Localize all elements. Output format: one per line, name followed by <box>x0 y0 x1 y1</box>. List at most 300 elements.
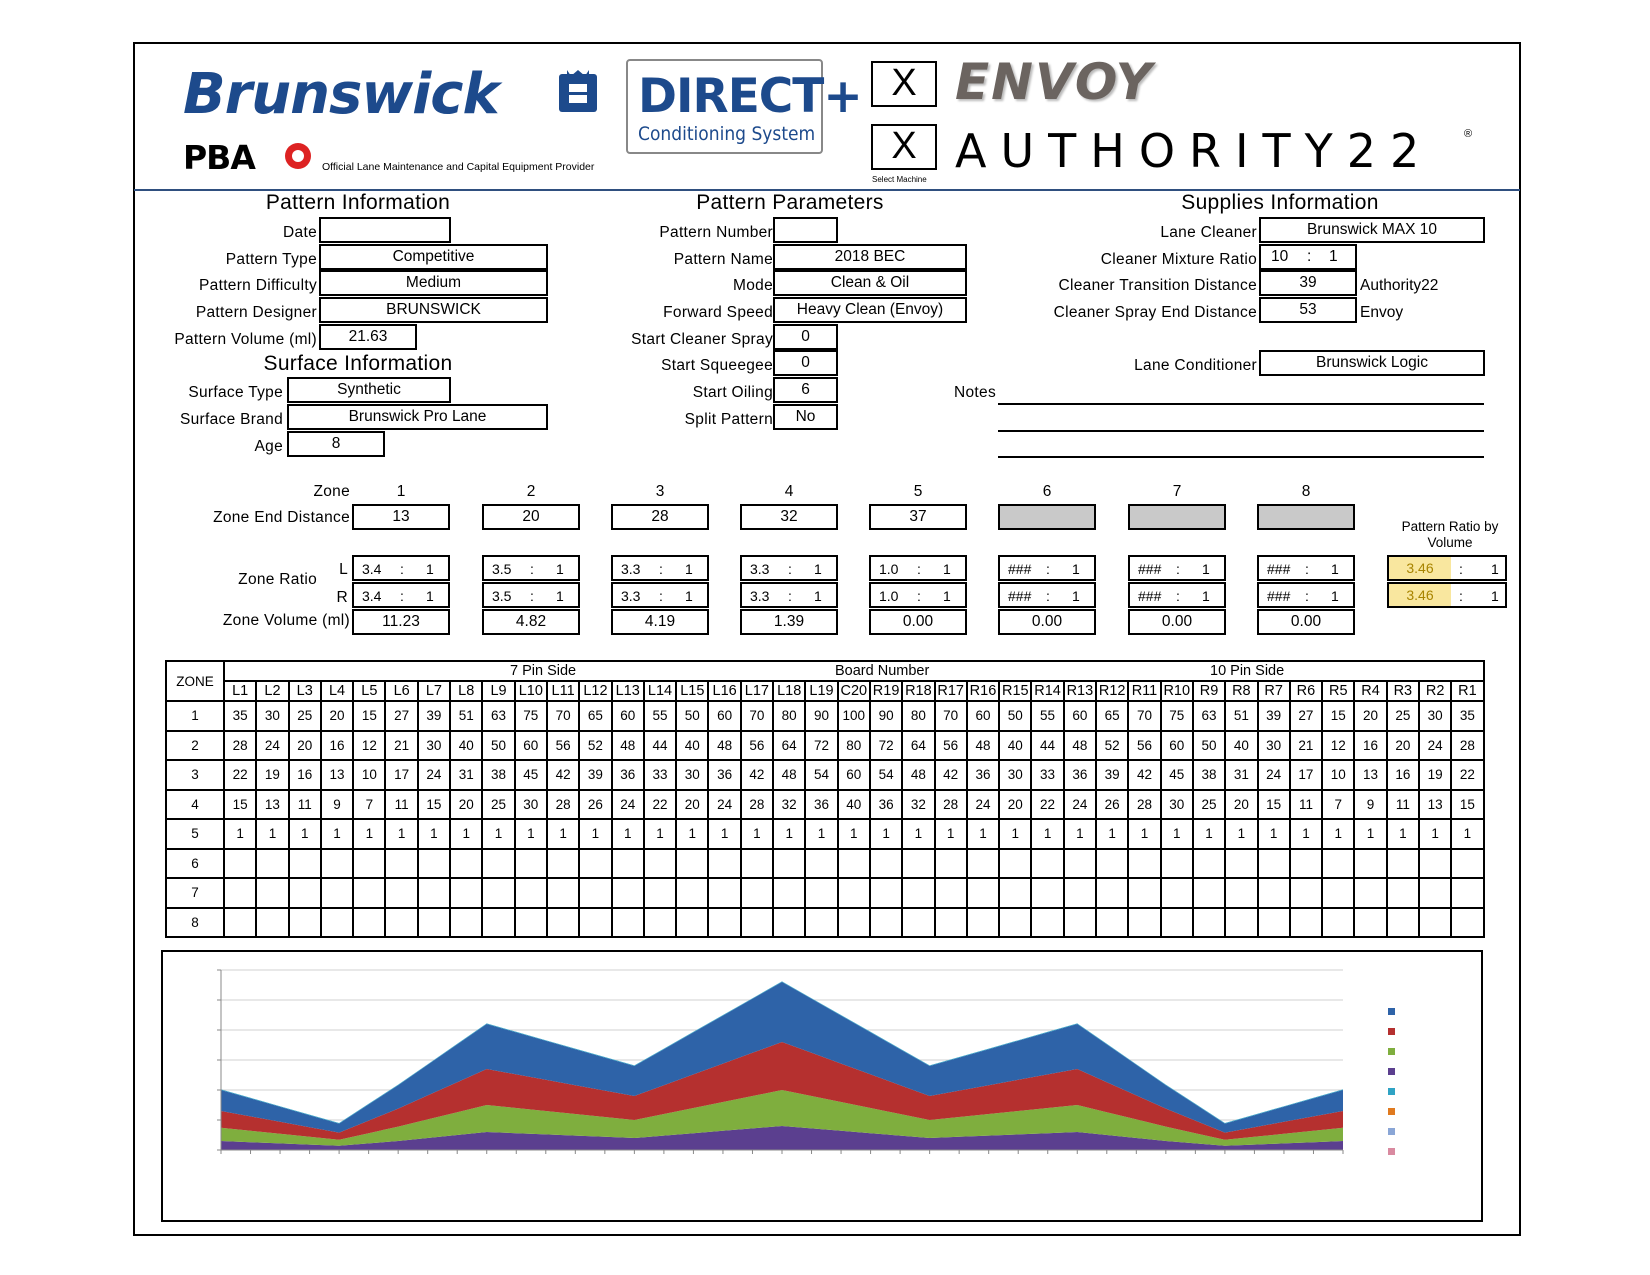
board-value-cell[interactable] <box>773 908 805 938</box>
board-value-cell[interactable]: 22 <box>1031 790 1063 820</box>
board-value-cell[interactable] <box>870 908 902 938</box>
board-value-cell[interactable] <box>644 878 676 908</box>
board-value-cell[interactable] <box>935 849 967 879</box>
forward-speed-field[interactable]: Heavy Clean (Envoy) <box>773 297 967 323</box>
cleaner-mixture-field[interactable] <box>1259 244 1357 270</box>
board-value-cell[interactable]: 22 <box>644 790 676 820</box>
board-value-cell[interactable]: 10 <box>1322 760 1354 790</box>
board-value-cell[interactable] <box>1451 908 1483 938</box>
board-value-cell[interactable] <box>418 849 450 879</box>
board-value-cell[interactable]: 50 <box>676 701 708 731</box>
board-value-cell[interactable]: 1 <box>708 819 740 849</box>
board-value-cell[interactable]: 60 <box>612 701 644 731</box>
start-squeegee-field[interactable]: 0 <box>773 350 838 376</box>
board-value-cell[interactable] <box>579 849 611 879</box>
board-value-cell[interactable]: 60 <box>967 701 999 731</box>
age-field[interactable]: 8 <box>287 431 385 457</box>
board-value-cell[interactable]: 64 <box>773 731 805 761</box>
board-value-cell[interactable]: 32 <box>773 790 805 820</box>
board-value-cell[interactable] <box>515 878 547 908</box>
board-value-cell[interactable] <box>1419 908 1451 938</box>
cleaner-spray-end-field[interactable]: 53 <box>1259 297 1357 323</box>
board-value-cell[interactable] <box>1225 849 1257 879</box>
board-value-cell[interactable]: 50 <box>999 701 1031 731</box>
board-value-cell[interactable] <box>289 849 321 879</box>
board-value-cell[interactable]: 30 <box>1258 731 1290 761</box>
lane-cleaner-field[interactable]: Brunswick MAX 10 <box>1259 217 1485 243</box>
board-value-cell[interactable] <box>935 878 967 908</box>
board-value-cell[interactable]: 75 <box>1161 701 1193 731</box>
board-value-cell[interactable] <box>450 878 482 908</box>
board-value-cell[interactable] <box>547 908 579 938</box>
board-value-cell[interactable]: 52 <box>579 731 611 761</box>
board-value-cell[interactable]: 36 <box>967 760 999 790</box>
board-value-cell[interactable] <box>1419 878 1451 908</box>
board-value-cell[interactable] <box>1064 908 1096 938</box>
board-value-cell[interactable] <box>224 849 256 879</box>
board-value-cell[interactable]: 31 <box>1225 760 1257 790</box>
board-value-cell[interactable] <box>773 849 805 879</box>
board-value-cell[interactable] <box>967 878 999 908</box>
board-value-cell[interactable]: 33 <box>644 760 676 790</box>
board-value-cell[interactable]: 80 <box>902 701 934 731</box>
board-value-cell[interactable] <box>999 878 1031 908</box>
board-value-cell[interactable] <box>612 878 644 908</box>
board-value-cell[interactable] <box>1096 849 1128 879</box>
board-value-cell[interactable] <box>515 849 547 879</box>
board-value-cell[interactable] <box>805 908 837 938</box>
board-value-cell[interactable]: 1 <box>579 819 611 849</box>
board-value-cell[interactable]: 70 <box>935 701 967 731</box>
notes-line-1[interactable] <box>998 403 1484 405</box>
board-value-cell[interactable]: 24 <box>708 790 740 820</box>
board-value-cell[interactable]: 12 <box>353 731 385 761</box>
board-value-cell[interactable]: 50 <box>482 731 514 761</box>
board-value-cell[interactable]: 80 <box>773 701 805 731</box>
board-value-cell[interactable]: 35 <box>1451 701 1483 731</box>
board-value-cell[interactable] <box>999 908 1031 938</box>
board-value-cell[interactable]: 90 <box>805 701 837 731</box>
board-value-cell[interactable]: 24 <box>1419 731 1451 761</box>
board-value-cell[interactable]: 60 <box>1161 731 1193 761</box>
pattern-designer-field[interactable]: BRUNSWICK <box>319 297 548 323</box>
board-value-cell[interactable]: 11 <box>1290 790 1322 820</box>
board-value-cell[interactable]: 21 <box>1290 731 1322 761</box>
zone-end-distance-field[interactable] <box>1257 504 1355 530</box>
board-value-cell[interactable] <box>644 849 676 879</box>
board-value-cell[interactable]: 39 <box>579 760 611 790</box>
board-value-cell[interactable]: 1 <box>1064 819 1096 849</box>
board-value-cell[interactable]: 1 <box>870 819 902 849</box>
board-value-cell[interactable]: 15 <box>224 790 256 820</box>
board-value-cell[interactable] <box>1290 908 1322 938</box>
board-value-cell[interactable]: 1 <box>1322 819 1354 849</box>
board-value-cell[interactable]: 54 <box>805 760 837 790</box>
board-value-cell[interactable] <box>1419 849 1451 879</box>
board-value-cell[interactable]: 15 <box>418 790 450 820</box>
board-value-cell[interactable]: 42 <box>935 760 967 790</box>
board-value-cell[interactable] <box>1258 849 1290 879</box>
board-value-cell[interactable] <box>741 849 773 879</box>
board-value-cell[interactable]: 1 <box>805 819 837 849</box>
board-value-cell[interactable]: 1 <box>321 819 353 849</box>
board-value-cell[interactable]: 7 <box>353 790 385 820</box>
board-value-cell[interactable]: 1 <box>1387 819 1419 849</box>
board-value-cell[interactable]: 1 <box>1258 819 1290 849</box>
board-value-cell[interactable] <box>1387 878 1419 908</box>
board-value-cell[interactable]: 15 <box>1322 701 1354 731</box>
board-value-cell[interactable]: 1 <box>773 819 805 849</box>
pattern-difficulty-field[interactable]: Medium <box>319 270 548 296</box>
board-value-cell[interactable] <box>1322 878 1354 908</box>
board-value-cell[interactable] <box>1128 878 1160 908</box>
zone-ratio-r-field[interactable] <box>740 582 838 608</box>
board-value-cell[interactable]: 16 <box>1387 760 1419 790</box>
mode-field[interactable]: Clean & Oil <box>773 270 967 296</box>
board-value-cell[interactable]: 63 <box>482 701 514 731</box>
board-value-cell[interactable] <box>1225 878 1257 908</box>
board-value-cell[interactable]: 1 <box>450 819 482 849</box>
zone-end-distance-field[interactable]: 37 <box>869 504 967 530</box>
board-value-cell[interactable]: 60 <box>838 760 870 790</box>
board-value-cell[interactable] <box>1258 878 1290 908</box>
board-value-cell[interactable]: 28 <box>1451 731 1483 761</box>
board-value-cell[interactable] <box>870 878 902 908</box>
board-value-cell[interactable]: 24 <box>1064 790 1096 820</box>
board-value-cell[interactable]: 30 <box>676 760 708 790</box>
board-value-cell[interactable]: 44 <box>1031 731 1063 761</box>
board-value-cell[interactable]: 11 <box>289 790 321 820</box>
board-value-cell[interactable]: 100 <box>838 701 870 731</box>
board-value-cell[interactable]: 16 <box>289 760 321 790</box>
board-value-cell[interactable] <box>708 908 740 938</box>
board-value-cell[interactable] <box>450 908 482 938</box>
board-value-cell[interactable]: 80 <box>838 731 870 761</box>
board-value-cell[interactable]: 40 <box>1225 731 1257 761</box>
board-value-cell[interactable]: 22 <box>1451 760 1483 790</box>
board-value-cell[interactable]: 28 <box>547 790 579 820</box>
board-value-cell[interactable] <box>741 908 773 938</box>
board-value-cell[interactable]: 1 <box>256 819 288 849</box>
board-value-cell[interactable] <box>967 849 999 879</box>
board-value-cell[interactable]: 1 <box>482 819 514 849</box>
envoy-machine-checkbox[interactable]: X <box>871 61 937 107</box>
board-value-cell[interactable]: 13 <box>256 790 288 820</box>
board-value-cell[interactable] <box>450 849 482 879</box>
board-value-cell[interactable] <box>1193 849 1225 879</box>
zone-ratio-l-field[interactable] <box>869 555 967 581</box>
board-value-cell[interactable]: 27 <box>385 701 417 731</box>
board-value-cell[interactable]: 1 <box>838 819 870 849</box>
board-value-cell[interactable]: 56 <box>741 731 773 761</box>
board-value-cell[interactable]: 50 <box>1193 731 1225 761</box>
board-value-cell[interactable]: 48 <box>902 760 934 790</box>
zone-volume-field[interactable]: 11.23 <box>352 609 450 635</box>
board-value-cell[interactable] <box>805 878 837 908</box>
board-value-cell[interactable] <box>902 849 934 879</box>
board-value-cell[interactable] <box>676 908 708 938</box>
board-value-cell[interactable]: 28 <box>1128 790 1160 820</box>
board-value-cell[interactable]: 30 <box>256 701 288 731</box>
board-value-cell[interactable] <box>256 878 288 908</box>
board-value-cell[interactable]: 1 <box>1419 819 1451 849</box>
zone-volume-field[interactable]: 4.19 <box>611 609 709 635</box>
board-value-cell[interactable]: 1 <box>741 819 773 849</box>
board-value-cell[interactable]: 70 <box>741 701 773 731</box>
board-value-cell[interactable]: 30 <box>515 790 547 820</box>
board-value-cell[interactable]: 54 <box>870 760 902 790</box>
board-value-cell[interactable]: 15 <box>1451 790 1483 820</box>
board-value-cell[interactable] <box>482 849 514 879</box>
board-value-cell[interactable]: 20 <box>1387 731 1419 761</box>
board-value-cell[interactable] <box>1387 908 1419 938</box>
zone-ratio-r-field[interactable] <box>1128 582 1226 608</box>
board-value-cell[interactable]: 36 <box>1064 760 1096 790</box>
board-value-cell[interactable] <box>418 908 450 938</box>
board-value-cell[interactable]: 48 <box>1064 731 1096 761</box>
board-value-cell[interactable]: 48 <box>708 731 740 761</box>
board-value-cell[interactable]: 20 <box>450 790 482 820</box>
board-value-cell[interactable]: 51 <box>1225 701 1257 731</box>
volume-ratio-r[interactable] <box>1387 582 1507 608</box>
pattern-volume-field[interactable]: 21.63 <box>319 324 417 350</box>
board-value-cell[interactable]: 9 <box>1354 790 1386 820</box>
board-value-cell[interactable]: 15 <box>353 701 385 731</box>
board-value-cell[interactable]: 28 <box>741 790 773 820</box>
board-value-cell[interactable]: 17 <box>1290 760 1322 790</box>
surface-type-field[interactable]: Synthetic <box>287 377 451 403</box>
board-value-cell[interactable]: 24 <box>1258 760 1290 790</box>
zone-volume-field[interactable]: 0.00 <box>998 609 1096 635</box>
board-value-cell[interactable]: 28 <box>224 731 256 761</box>
board-value-cell[interactable]: 30 <box>1419 701 1451 731</box>
board-value-cell[interactable]: 40 <box>450 731 482 761</box>
board-value-cell[interactable]: 45 <box>1161 760 1193 790</box>
volume-ratio-l[interactable] <box>1387 555 1507 581</box>
board-value-cell[interactable] <box>1290 849 1322 879</box>
zone-ratio-r-field[interactable] <box>352 582 450 608</box>
board-value-cell[interactable] <box>838 849 870 879</box>
board-value-cell[interactable] <box>838 908 870 938</box>
board-value-cell[interactable]: 24 <box>418 760 450 790</box>
board-value-cell[interactable]: 11 <box>1387 790 1419 820</box>
zone-ratio-r-field[interactable] <box>998 582 1096 608</box>
zone-volume-field[interactable]: 1.39 <box>740 609 838 635</box>
board-value-cell[interactable]: 1 <box>1096 819 1128 849</box>
board-value-cell[interactable] <box>224 878 256 908</box>
board-value-cell[interactable]: 70 <box>1128 701 1160 731</box>
board-value-cell[interactable]: 22 <box>224 760 256 790</box>
zone-end-distance-field[interactable] <box>1128 504 1226 530</box>
board-value-cell[interactable] <box>967 908 999 938</box>
start-cleaner-spray-field[interactable]: 0 <box>773 324 838 350</box>
board-value-cell[interactable]: 63 <box>1193 701 1225 731</box>
board-value-cell[interactable] <box>1193 878 1225 908</box>
board-value-cell[interactable] <box>773 878 805 908</box>
board-value-cell[interactable]: 38 <box>1193 760 1225 790</box>
board-value-cell[interactable]: 19 <box>1419 760 1451 790</box>
board-value-cell[interactable] <box>1128 908 1160 938</box>
board-value-cell[interactable]: 51 <box>450 701 482 731</box>
board-value-cell[interactable]: 40 <box>999 731 1031 761</box>
board-value-cell[interactable]: 20 <box>676 790 708 820</box>
board-value-cell[interactable] <box>902 878 934 908</box>
board-value-cell[interactable] <box>321 849 353 879</box>
board-value-cell[interactable]: 55 <box>1031 701 1063 731</box>
board-value-cell[interactable]: 1 <box>224 819 256 849</box>
board-value-cell[interactable]: 56 <box>547 731 579 761</box>
board-value-cell[interactable] <box>482 908 514 938</box>
board-value-cell[interactable]: 20 <box>1354 701 1386 731</box>
board-value-cell[interactable] <box>644 908 676 938</box>
pattern-name-field[interactable]: 2018 BEC <box>773 244 967 270</box>
board-value-cell[interactable]: 28 <box>935 790 967 820</box>
board-value-cell[interactable] <box>1161 878 1193 908</box>
board-value-cell[interactable]: 36 <box>612 760 644 790</box>
board-value-cell[interactable] <box>1031 849 1063 879</box>
board-value-cell[interactable] <box>1031 908 1063 938</box>
board-value-cell[interactable]: 42 <box>547 760 579 790</box>
board-value-cell[interactable]: 26 <box>579 790 611 820</box>
board-value-cell[interactable]: 20 <box>1225 790 1257 820</box>
board-value-cell[interactable]: 30 <box>418 731 450 761</box>
board-value-cell[interactable] <box>1161 849 1193 879</box>
board-value-cell[interactable] <box>353 878 385 908</box>
board-value-cell[interactable]: 64 <box>902 731 934 761</box>
board-value-cell[interactable] <box>1290 878 1322 908</box>
zone-ratio-r-field[interactable] <box>611 582 709 608</box>
board-value-cell[interactable]: 21 <box>385 731 417 761</box>
board-value-cell[interactable]: 48 <box>612 731 644 761</box>
board-value-cell[interactable] <box>1064 878 1096 908</box>
board-value-cell[interactable]: 60 <box>708 701 740 731</box>
board-value-cell[interactable]: 24 <box>612 790 644 820</box>
board-value-cell[interactable] <box>676 878 708 908</box>
zone-ratio-r-field[interactable] <box>482 582 580 608</box>
board-value-cell[interactable]: 42 <box>741 760 773 790</box>
board-value-cell[interactable]: 1 <box>902 819 934 849</box>
board-value-cell[interactable]: 1 <box>547 819 579 849</box>
board-value-cell[interactable] <box>547 849 579 879</box>
zone-ratio-l-field[interactable] <box>611 555 709 581</box>
board-value-cell[interactable] <box>1354 849 1386 879</box>
board-value-cell[interactable] <box>870 849 902 879</box>
board-value-cell[interactable] <box>612 908 644 938</box>
board-value-cell[interactable] <box>385 878 417 908</box>
board-value-cell[interactable]: 56 <box>935 731 967 761</box>
board-value-cell[interactable]: 1 <box>289 819 321 849</box>
board-value-cell[interactable]: 1 <box>676 819 708 849</box>
board-value-cell[interactable]: 39 <box>418 701 450 731</box>
board-value-cell[interactable]: 72 <box>870 731 902 761</box>
board-value-cell[interactable] <box>935 908 967 938</box>
board-value-cell[interactable] <box>353 849 385 879</box>
board-value-cell[interactable]: 20 <box>321 701 353 731</box>
board-value-cell[interactable] <box>482 878 514 908</box>
board-value-cell[interactable]: 16 <box>321 731 353 761</box>
board-value-cell[interactable]: 39 <box>1258 701 1290 731</box>
board-value-cell[interactable]: 27 <box>1290 701 1322 731</box>
board-value-cell[interactable] <box>1354 878 1386 908</box>
board-value-cell[interactable] <box>1193 908 1225 938</box>
zone-volume-field[interactable]: 4.82 <box>482 609 580 635</box>
zone-end-distance-field[interactable]: 32 <box>740 504 838 530</box>
board-value-cell[interactable] <box>1161 908 1193 938</box>
board-value-cell[interactable] <box>579 878 611 908</box>
notes-line-3[interactable] <box>998 456 1484 458</box>
board-value-cell[interactable] <box>353 908 385 938</box>
pattern-type-field[interactable]: Competitive <box>319 244 548 270</box>
board-value-cell[interactable]: 75 <box>515 701 547 731</box>
board-value-cell[interactable]: 11 <box>385 790 417 820</box>
board-value-cell[interactable]: 15 <box>1258 790 1290 820</box>
board-value-cell[interactable] <box>256 849 288 879</box>
board-value-cell[interactable] <box>1128 849 1160 879</box>
board-value-cell[interactable]: 48 <box>773 760 805 790</box>
board-value-cell[interactable]: 25 <box>482 790 514 820</box>
board-value-cell[interactable]: 35 <box>224 701 256 731</box>
zone-end-distance-field[interactable]: 20 <box>482 504 580 530</box>
board-value-cell[interactable] <box>1451 849 1483 879</box>
board-value-cell[interactable]: 40 <box>676 731 708 761</box>
board-value-cell[interactable]: 7 <box>1322 790 1354 820</box>
surface-brand-field[interactable]: Brunswick Pro Lane <box>287 404 548 430</box>
board-value-cell[interactable] <box>418 878 450 908</box>
board-value-cell[interactable]: 32 <box>902 790 934 820</box>
board-value-cell[interactable]: 1 <box>353 819 385 849</box>
board-value-cell[interactable]: 25 <box>289 701 321 731</box>
board-value-cell[interactable]: 55 <box>644 701 676 731</box>
zone-ratio-r-field[interactable] <box>1257 582 1355 608</box>
board-value-cell[interactable]: 1 <box>418 819 450 849</box>
board-value-cell[interactable]: 1 <box>1161 819 1193 849</box>
board-value-cell[interactable] <box>321 908 353 938</box>
board-value-cell[interactable]: 30 <box>1161 790 1193 820</box>
board-value-cell[interactable]: 13 <box>1354 760 1386 790</box>
zone-ratio-l-field[interactable] <box>740 555 838 581</box>
board-value-cell[interactable] <box>1322 849 1354 879</box>
board-value-cell[interactable]: 1 <box>1451 819 1483 849</box>
board-value-cell[interactable]: 1 <box>385 819 417 849</box>
board-value-cell[interactable]: 1 <box>1031 819 1063 849</box>
board-value-cell[interactable] <box>612 849 644 879</box>
board-value-cell[interactable]: 12 <box>1322 731 1354 761</box>
pattern-number-field[interactable] <box>773 217 838 243</box>
zone-ratio-l-field[interactable] <box>1257 555 1355 581</box>
lane-conditioner-field[interactable]: Brunswick Logic <box>1259 350 1485 376</box>
board-value-cell[interactable]: 45 <box>515 760 547 790</box>
board-value-cell[interactable]: 16 <box>1354 731 1386 761</box>
board-value-cell[interactable] <box>385 908 417 938</box>
board-value-cell[interactable] <box>999 849 1031 879</box>
board-value-cell[interactable]: 65 <box>579 701 611 731</box>
board-value-cell[interactable]: 9 <box>321 790 353 820</box>
board-value-cell[interactable]: 1 <box>1193 819 1225 849</box>
board-value-cell[interactable]: 1 <box>612 819 644 849</box>
board-value-cell[interactable]: 24 <box>967 790 999 820</box>
board-value-cell[interactable]: 1 <box>1225 819 1257 849</box>
board-value-cell[interactable]: 33 <box>1031 760 1063 790</box>
authority22-machine-checkbox[interactable]: X <box>871 124 937 170</box>
board-value-cell[interactable]: 52 <box>1096 731 1128 761</box>
board-value-cell[interactable] <box>1096 908 1128 938</box>
board-value-cell[interactable]: 13 <box>321 760 353 790</box>
board-value-cell[interactable] <box>1451 878 1483 908</box>
board-value-cell[interactable] <box>1031 878 1063 908</box>
board-value-cell[interactable]: 25 <box>1387 701 1419 731</box>
board-value-cell[interactable]: 40 <box>838 790 870 820</box>
board-value-cell[interactable] <box>1387 849 1419 879</box>
